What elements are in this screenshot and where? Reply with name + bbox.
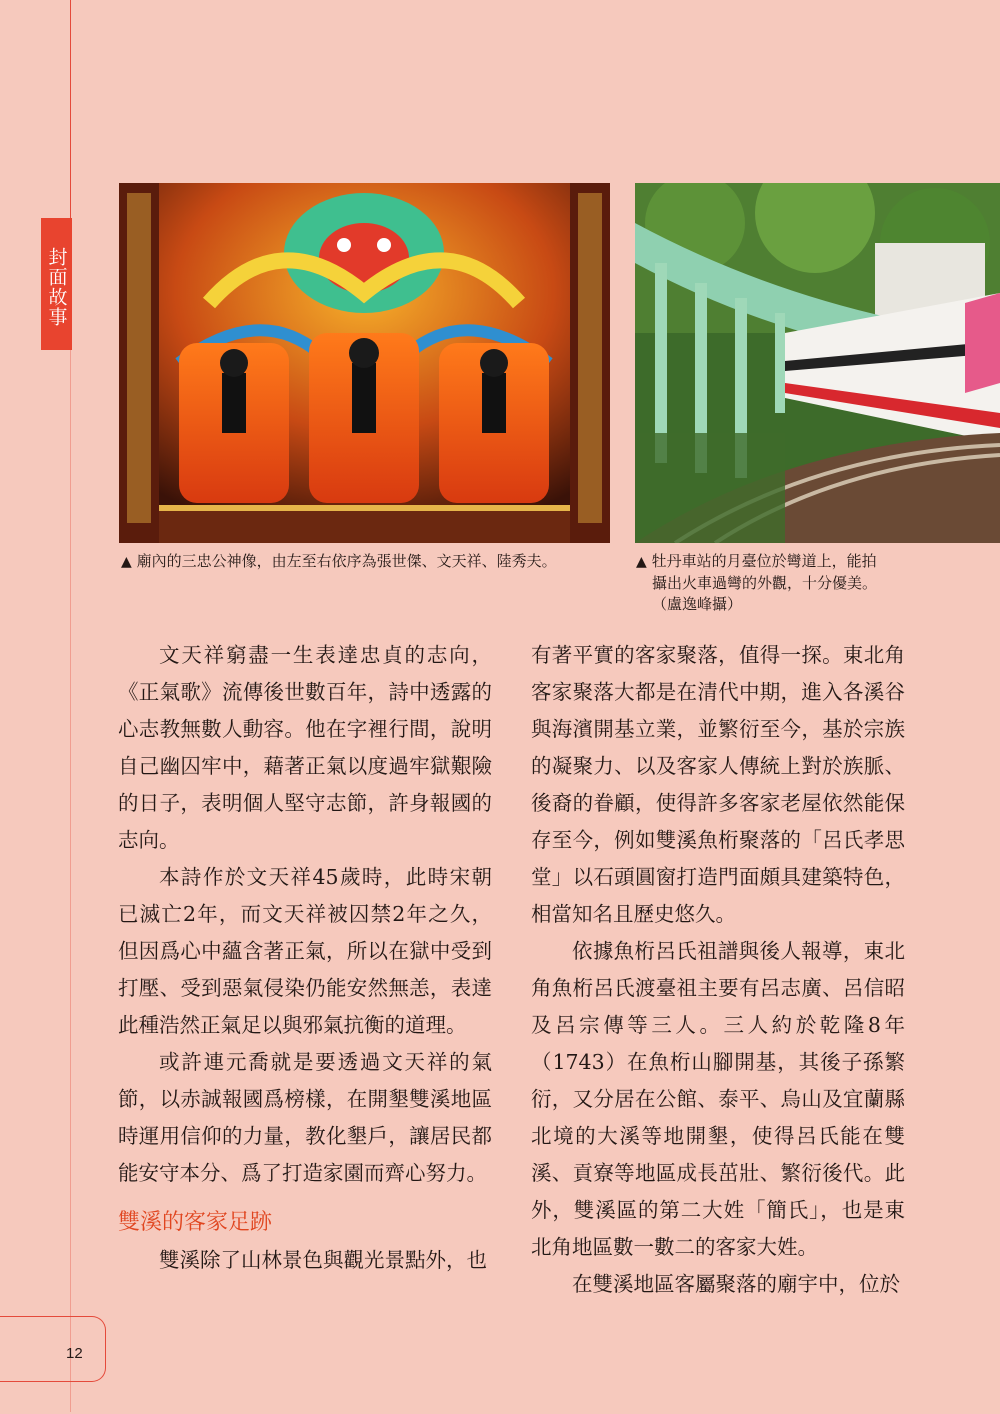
caption-triangle-icon: ▲ — [636, 554, 647, 570]
train-station-photo — [635, 183, 1000, 543]
paragraph: 有著平實的客家聚落，值得一探。東北角客家聚落大都是在清代中期，進入各溪谷與海濱開基立業，並繁衍至今，基於宗族的凝聚力、以及客家人傳統上對於族脈、後裔的眷顧，使得許多客家老屋依然能保存至今，例如雙溪魚桁聚落的「呂氏孝思堂」以石頭圓窗打造門面頗具建築特色，相當知名且歷史悠久。 — [531, 643, 905, 926]
paragraph: 本詩作於文天祥45歲時，此時宋朝已滅亡2年，而文天祥被囚禁2年之久，但因爲心中蘊含著正氣，所以在獄中受到打壓、受到惡氣侵染仍能安然無恙，表達此種浩然正氣足以與邪氣抗衡的道理。 — [118, 865, 492, 1037]
left-photo-caption — [121, 551, 611, 573]
temple-deities-photo — [119, 183, 610, 543]
paragraph: 依據魚桁呂氏祖譜與後人報導，東北角魚桁呂氏渡臺祖主要有呂志廣、呂信昭及呂宗傳等三人。三人約於乾隆8年（1743）在魚桁山腳開基，其後子孫繁衍，又分居在公館、泰平、烏山及宜蘭縣北境的大溪等地開墾，使得呂氏能在雙溪、貢寮等地區成長茁壯、繁衍後代。此外，雙溪區的第二大姓「簡氏」，也是東北角地區數一數二的客家大姓。 — [531, 939, 905, 1259]
right-caption-credit: （盧逸峰攝） — [652, 595, 743, 613]
left-text-column — [118, 637, 492, 1279]
right-caption-line1: 牡丹車站的月臺位於彎道上，能拍 — [651, 552, 877, 570]
margin-rule-top — [70, 0, 71, 218]
paragraph: 在雙溪地區客屬聚落的廟宇中，位於 — [572, 1272, 900, 1296]
right-photo-caption — [636, 551, 936, 615]
right-caption-line2: 攝出火車過彎的外觀，十分優美。 — [652, 574, 878, 592]
paragraph: 或許連元喬就是要透過文天祥的氣節，以赤誠報國爲榜樣，在開墾雙溪地區時運用信仰的力量，教化墾戶，讓居民都能安守本分、爲了打造家園而齊心努力。 — [118, 1050, 492, 1185]
section-heading: 雙溪的客家足跡 — [118, 1210, 273, 1235]
paragraph: 雙溪除了山林景色與觀光景點外，也 — [159, 1248, 487, 1272]
caption-triangle-icon: ▲ — [121, 554, 132, 570]
page-number-frame — [0, 1316, 106, 1382]
left-caption-text: 廟內的三忠公神像，由左至右依序為張世傑、文天祥、陸秀夫。 — [136, 552, 557, 570]
margin-rule-bottom — [70, 350, 71, 1412]
paragraph: 文天祥窮盡一生表達忠貞的志向，《正氣歌》流傳後世數百年，詩中透露的心志教無數人動容。他在字裡行間，說明自己幽囚牢中，藉著正氣以度過牢獄艱險的日子，表明個人堅守志節，許身報國的志向。 — [118, 643, 492, 852]
right-text-column — [531, 637, 905, 1303]
page-number: 12 — [66, 1345, 83, 1362]
section-tab[interactable]: 封面故事 — [41, 218, 72, 350]
